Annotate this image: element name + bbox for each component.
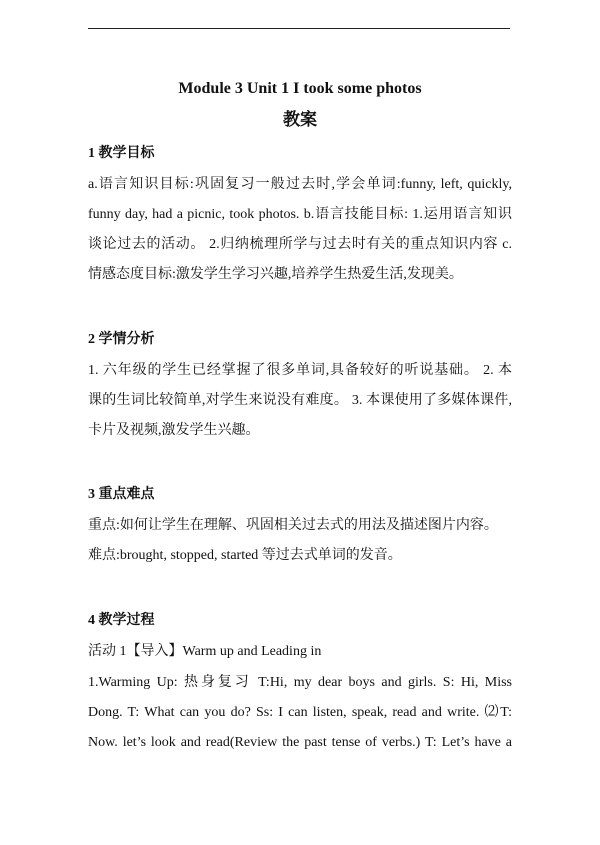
header-rule [88, 28, 510, 29]
analysis-line-3: 卡片及视频,激发学生兴趣。 [88, 423, 260, 438]
analysis-line-2: 课的生词比较简单,对学生来说没有难度。 3. 本课使用了多媒体课件, [88, 393, 512, 408]
objectives-line-1: a.语言知识目标:巩固复习一般过去时,学会单词:funny, left, quickly, [88, 177, 512, 192]
section-heading-key-points: 3 重点难点 [88, 487, 155, 502]
key-point-line: 重点:如何让学生在理解、巩固相关过去式的用法及描述图片内容。 [88, 518, 498, 533]
objectives-line-2: funny day, had a picnic, took photos. b.语言技能目标: 1.运用语言知识 [88, 207, 512, 222]
objectives-line-4: 情感态度目标:激发学生学习兴趣,培养学生热爱生活,发现美。 [88, 267, 463, 282]
objectives-line-3: 谈论过去的活动。 2.归纳梳理所学与过去时有关的重点知识内容 c. [88, 237, 512, 252]
section-heading-process: 4 教学过程 [88, 613, 155, 628]
activity-1-title: 活动 1【导入】Warm up and Leading in [88, 644, 322, 659]
analysis-line-1: 1. 六年级的学生已经掌握了很多单词,具备较好的听说基础。 2. 本 [88, 363, 512, 378]
process-line-1: 1.Warming Up: 热身复习 T:Hi, my dear boys and girls. S: Hi, Miss [88, 675, 512, 690]
document-title: Module 3 Unit 1 I took some photos [178, 80, 422, 97]
process-line-2: Dong. T: What can you do? Ss: I can listen, speak, read and write. ⑵T: [88, 705, 512, 720]
process-line-3: Now. let’s look and read(Review the past tense of verbs.) T: Let’s have a [88, 735, 512, 750]
section-heading-analysis: 2 学情分析 [88, 332, 155, 347]
section-heading-objectives: 1 教学目标 [88, 146, 155, 161]
difficult-point-line: 难点:brought, stopped, started 等过去式单词的发音。 [88, 548, 402, 563]
document-subtitle: 教案 [283, 110, 317, 129]
